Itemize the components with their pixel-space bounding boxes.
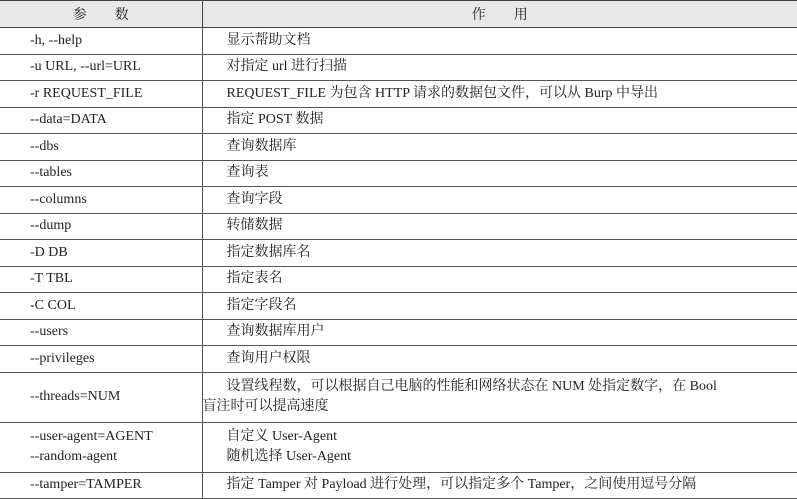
param-cell: --dbs (0, 134, 202, 161)
desc-cell: 查询用户权限 (202, 346, 797, 373)
param-cell: --dump (0, 213, 202, 240)
desc-cell: REQUEST_FILE 为包含 HTTP 请求的数据包文件，可以从 Burp 中导出 (202, 81, 797, 108)
table-row (0, 107, 797, 134)
param-cell: --tables (0, 160, 202, 187)
param-cell: -C COL (0, 293, 202, 320)
table-row (0, 134, 797, 161)
desc-cell: 查询表 (202, 160, 797, 187)
param-cell: --tamper=TAMPER (0, 472, 202, 499)
param-cell: -D DB (0, 240, 202, 267)
desc-line: 设置线程数，可以根据自己电脑的性能和网络状态在 NUM 处指定数字，在 Bool (226, 379, 717, 394)
desc-line: 盲注时可以提高速度 (202, 399, 329, 414)
desc-cell: 显示帮助文档 (202, 28, 797, 55)
desc-cell: 对指定 url 进行扫描 (202, 54, 797, 81)
desc-cell (202, 372, 797, 422)
table-row (0, 187, 797, 214)
desc-cell: 指定 Tamper 对 Payload 进行处理，可以指定多个 Tamper，之间使用逗号分隔 (202, 472, 797, 499)
table-row (0, 319, 797, 346)
param-cell: --data=DATA (0, 107, 202, 134)
table-row (0, 240, 797, 267)
desc-cell: 指定字段名 (202, 293, 797, 320)
header-param: 参 数 (0, 1, 202, 28)
param-line: --random-agent (30, 449, 118, 464)
header-desc: 作 用 (202, 1, 797, 28)
param-cell: -h, --help (0, 28, 202, 55)
param-cell: --privileges (0, 346, 202, 373)
desc-line: 随机选择 User-Agent (226, 449, 352, 464)
param-cell: --threads=NUM (0, 372, 202, 422)
param-cell: -r REQUEST_FILE (0, 81, 202, 108)
table-row (0, 81, 797, 108)
table-row (0, 28, 797, 55)
table-header (0, 1, 797, 28)
param-cell: --users (0, 319, 202, 346)
desc-cell: 指定表名 (202, 266, 797, 293)
desc-cell: 查询数据库用户 (202, 319, 797, 346)
desc-cell: 指定 POST 数据 (202, 107, 797, 134)
param-cell: -T TBL (0, 266, 202, 293)
table-row (0, 54, 797, 81)
desc-line: 自定义 User-Agent (226, 429, 338, 444)
param-cell: --columns (0, 187, 202, 214)
param-line: --user-agent=AGENT (30, 429, 153, 444)
desc-cell: 转储数据 (202, 213, 797, 240)
table-row (0, 372, 797, 422)
table-row (0, 472, 797, 499)
desc-cell: 指定数据库名 (202, 240, 797, 267)
desc-cell (202, 422, 797, 472)
table-row (0, 266, 797, 293)
param-cell: -u URL, --url=URL (0, 54, 202, 81)
table-row (0, 422, 797, 472)
desc-cell: 查询字段 (202, 187, 797, 214)
table-row (0, 293, 797, 320)
desc-cell: 查询数据库 (202, 134, 797, 161)
table-row (0, 346, 797, 373)
table-row (0, 213, 797, 240)
param-cell (0, 422, 202, 472)
table-row (0, 160, 797, 187)
